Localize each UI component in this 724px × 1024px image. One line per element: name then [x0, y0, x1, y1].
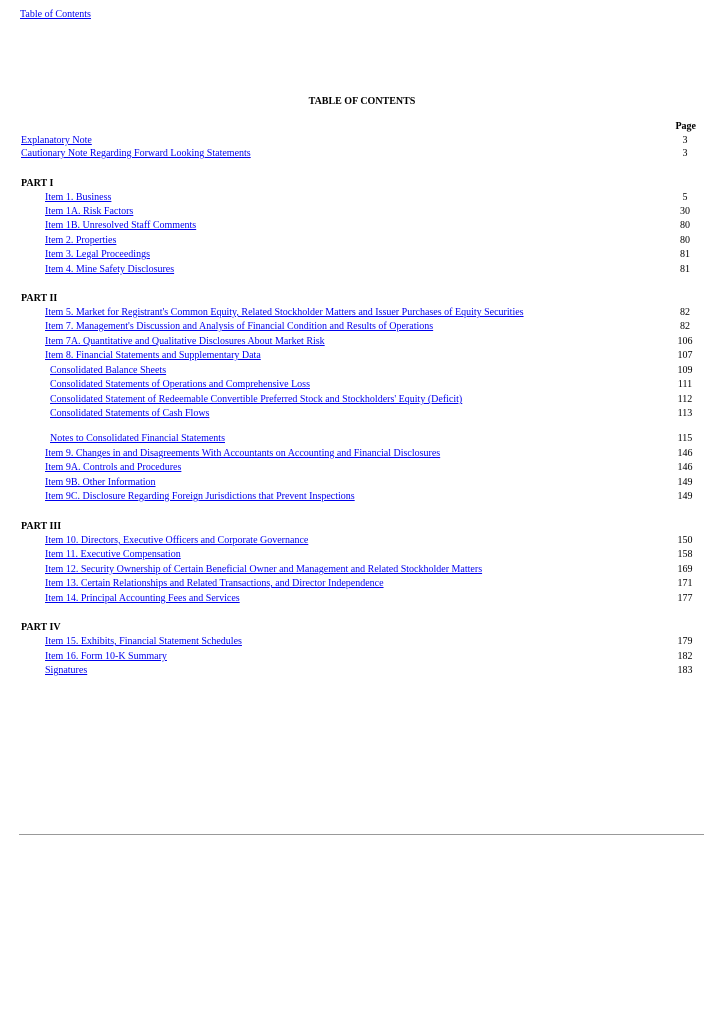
toc-link-item-11[interactable]: Item 11. Executive Compensation: [45, 549, 181, 560]
toc-row: [0, 379, 724, 392]
part-iv-heading: PART IV: [21, 622, 61, 633]
toc-row: [0, 462, 724, 475]
toc-page-number: 111: [677, 379, 693, 390]
toc-row: [0, 235, 724, 248]
toc-link-item-15[interactable]: Item 15. Exhibits, Financial Statement Schedules: [45, 636, 242, 647]
toc-page-number: 80: [680, 235, 690, 246]
toc-link-item-1[interactable]: Item 1. Business: [45, 192, 112, 203]
toc-page-number: 179: [677, 636, 693, 647]
toc-link-item-12[interactable]: Item 12. Security Ownership of Certain Beneficial Owner and Management and Related Stockholder Matters: [45, 564, 483, 575]
toc-page-number: 146: [677, 462, 693, 473]
toc-page-number: 81: [680, 264, 690, 275]
toc-page-number: 113: [677, 408, 693, 419]
toc-row: [0, 448, 724, 461]
toc-row: [0, 549, 724, 562]
toc-row: [0, 491, 724, 504]
toc-link-item-5[interactable]: Item 5. Market for Registrant's Common Equity, Related Stockholder Matters and Issuer Purchases of Equity Securities: [45, 307, 524, 318]
toc-row: [0, 206, 724, 219]
toc-link-item-4[interactable]: Item 4. Mine Safety Disclosures: [45, 264, 175, 275]
toc-link-item-13[interactable]: Item 13. Certain Relationships and Related Transactions, and Director Independence: [45, 578, 384, 589]
toc-row: [0, 477, 724, 490]
toc-page-number: 82: [680, 307, 690, 318]
toc-row: [0, 578, 724, 591]
toc-link-item-9b[interactable]: Item 9B. Other Information: [45, 477, 156, 488]
toc-page-number: 3: [682, 135, 688, 146]
toc-row: [0, 636, 724, 649]
toc-row-cautionary-note: [0, 148, 724, 161]
toc-row: [0, 307, 724, 320]
toc-link-item-9c[interactable]: Item 9C. Disclosure Regarding Foreign Jurisdictions that Prevent Inspections: [45, 491, 355, 502]
toc-row: [0, 192, 724, 205]
toc-page-number: 112: [677, 394, 693, 405]
toc-link-item-1b[interactable]: Item 1B. Unresolved Staff Comments: [45, 220, 197, 231]
toc-page-number: 115: [677, 433, 693, 444]
toc-row: [0, 593, 724, 606]
toc-row: [0, 433, 724, 446]
toc-row: [0, 564, 724, 577]
toc-link-item-9a[interactable]: Item 9A. Controls and Procedures: [45, 462, 182, 473]
toc-row: [0, 249, 724, 262]
toc-page-number: 171: [677, 578, 693, 589]
toc-row: [0, 336, 724, 349]
toc-link-statement-of-equity[interactable]: Consolidated Statement of Redeemable Convertible Preferred Stock and Stockholders' Equity (Deficit): [50, 394, 463, 405]
toc-page-number: 107: [677, 350, 693, 361]
toc-link-item-2[interactable]: Item 2. Properties: [45, 235, 117, 246]
toc-page-number: 169: [677, 564, 693, 575]
toc-page-number: 149: [677, 477, 693, 488]
toc-link-signatures[interactable]: Signatures: [45, 665, 88, 676]
toc-row: [0, 350, 724, 363]
toc-row: [0, 321, 724, 334]
toc-page-number: 150: [677, 535, 693, 546]
footer-divider: [19, 834, 704, 835]
toc-link-cash-flows[interactable]: Consolidated Statements of Cash Flows: [50, 408, 210, 419]
toc-link-balance-sheets[interactable]: Consolidated Balance Sheets: [50, 365, 167, 376]
toc-row: [0, 394, 724, 407]
table-of-contents-link[interactable]: Table of Contents: [20, 9, 91, 20]
toc-page-number: 5: [682, 192, 688, 203]
toc-page-number: 109: [677, 365, 693, 376]
toc-link-notes[interactable]: Notes to Consolidated Financial Statements: [50, 433, 225, 444]
part-ii-heading: PART II: [21, 293, 58, 304]
toc-page-number: 146: [677, 448, 693, 459]
toc-link-item-16[interactable]: Item 16. Form 10-K Summary: [45, 651, 167, 662]
toc-row: [0, 408, 724, 421]
toc-link-explanatory-note[interactable]: Explanatory Note: [21, 135, 92, 146]
toc-row: [0, 365, 724, 378]
toc-page-number: 106: [677, 336, 693, 347]
toc-page-number: 80: [680, 220, 690, 231]
part-iii-heading: PART III: [21, 521, 62, 532]
toc-row-explanatory-note: [0, 135, 724, 148]
toc-link-item-1a[interactable]: Item 1A. Risk Factors: [45, 206, 134, 217]
toc-page-number: 81: [680, 249, 690, 260]
toc-row: [0, 220, 724, 233]
part-i-heading: PART I: [21, 178, 54, 189]
toc-link-item-7a[interactable]: Item 7A. Quantitative and Qualitative Disclosures About Market Risk: [45, 336, 325, 347]
toc-link-statements-of-operations[interactable]: Consolidated Statements of Operations and Comprehensive Loss: [50, 379, 310, 390]
toc-link-item-14[interactable]: Item 14. Principal Accounting Fees and Services: [45, 593, 240, 604]
toc-title: TABLE OF CONTENTS: [308, 96, 416, 107]
toc-page-number: 30: [680, 206, 690, 217]
toc-row: [0, 535, 724, 548]
page-column-header: Page: [675, 121, 696, 132]
toc-page-number: 82: [680, 321, 690, 332]
toc-row: [0, 665, 724, 678]
toc-link-item-3[interactable]: Item 3. Legal Proceedings: [45, 249, 150, 260]
toc-link-item-8[interactable]: Item 8. Financial Statements and Supplementary Data: [45, 350, 261, 361]
toc-page-number: 177: [677, 593, 693, 604]
toc-page-number: 158: [677, 549, 693, 560]
toc-row: [0, 264, 724, 277]
toc-link-cautionary-note[interactable]: Cautionary Note Regarding Forward Looking Statements: [21, 148, 251, 159]
toc-page-number: 149: [677, 491, 693, 502]
toc-row: [0, 651, 724, 664]
toc-page-number: 3: [682, 148, 688, 159]
toc-link-item-9[interactable]: Item 9. Changes in and Disagreements With Accountants on Accounting and Financial Disclosures: [45, 448, 441, 459]
toc-link-item-7[interactable]: Item 7. Management's Discussion and Analysis of Financial Condition and Results of Operations: [45, 321, 434, 332]
toc-page-number: 182: [677, 651, 693, 662]
toc-link-item-10[interactable]: Item 10. Directors, Executive Officers and Corporate Governance: [45, 535, 309, 546]
toc-page-number: 183: [677, 665, 693, 676]
